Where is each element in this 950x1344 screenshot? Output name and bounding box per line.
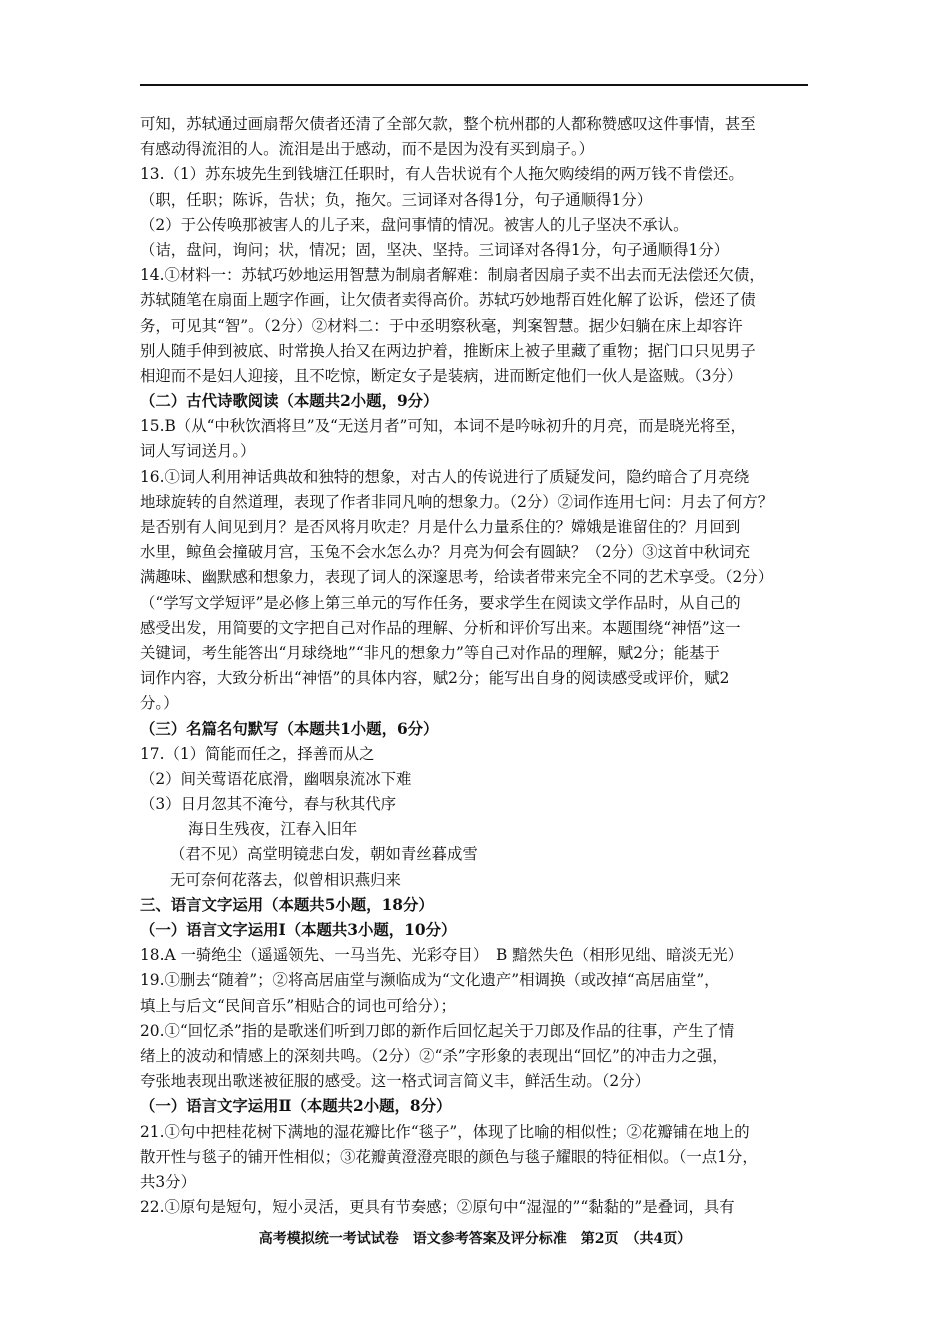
answer-text-line: 填上与后文“民间音乐”相贴合的词也可给分）； [140, 996, 456, 1015]
answer-text-line: 别人随手伸到被底、时常换人抬又在两边护着，推断床上被子里藏了重物；据门口只见男子 [140, 341, 756, 360]
answer-text-line: 散开性与毯子的铺开性相似；③花瓣黄澄澄亮眼的颜色与毯子耀眼的特征相似。（一点1分， [140, 1147, 758, 1166]
answer-text-line: 词人写词送月。） [140, 442, 256, 461]
answer-text-line: （2）间关莺语花底滑，幽咽泉流冰下难 [140, 769, 412, 788]
answer-text-line: 21.①句中把桂花树下满地的湿花瓣比作“毯子”，体现了比喻的相似性；②花瓣铺在地上的 [140, 1122, 750, 1141]
answer-text-line: （君不见）高堂明镜悲白发，朝如青丝暮成雪 [170, 845, 478, 864]
answer-text-line: 相迎而不是妇人迎接，且不吃惊，断定女子是装病，进而断定他们一伙人是盗贼。（3分） [140, 366, 743, 385]
answer-text-line: 15.B（从“中秋饮酒将旦”及“无送月者”可知，本词不是吟咏初升的月亮，而是晓光将至， [140, 417, 746, 436]
answer-text-line: 水里，鲸鱼会撞破月宫，玉兔不会水怎么办？月亮为何会有圆缺？（2分）③这首中秋词充 [140, 543, 751, 562]
answer-text-line: 无可奈何花落去，似曾相识燕归来 [170, 870, 401, 889]
answer-text-line: 有感动得流泪的人。流泪是出于感动，而不是因为没有买到扇子。） [140, 140, 595, 159]
answer-text-line: 16.①词人利用神话典故和独特的想象，对古人的传说进行了质疑发问，隐约暗合了月亮绕 [140, 467, 750, 486]
answer-text-line: 海日生残夜，江春入旧年 [188, 820, 358, 839]
answer-text-line: 地球旋转的自然道理，表现了作者非同凡响的想象力。（2分）②词作连用七问：月去了何方？ [140, 492, 774, 511]
answer-text-line: 词作内容，大致分析出“神悟”的具体内容，赋2分；能写出自身的阅读感受或评价，赋2 [140, 669, 730, 688]
answer-text-line: （诘，盘问，询问；状，情况；固，坚决、坚持。三词译对各得1分，句子通顺得1分） [140, 240, 730, 259]
answer-text-line: 19.①删去“随着”；②将高居庙堂与濒临成为“文化遗产”相调换（或改掉“高居庙堂”， [140, 971, 720, 990]
section-heading-line: （三）名篇名句默写（本题共1小题，6分） [140, 719, 439, 738]
answer-text-line: 是否别有人间见到月？是否风将月吹走？月是什么力量系住的？嫦娥是谁留住的？月回到 [140, 518, 741, 536]
section-heading-line: 三、语言文字运用（本题共5小题，18分） [140, 895, 434, 914]
answer-text-line: 18.A 一骑绝尘（遥遥领先、一马当先、光彩夺目） B 黯然失色（相形见绌、暗淡无光） [140, 946, 744, 965]
answer-text-line: 苏轼随笔在扇面上题字作画，让欠债者卖得高价。苏轼巧妙地帮百姓化解了讼诉，偿还了债 [140, 291, 756, 310]
answer-text-line: 感受出发，用简要的文字把自己对作品的理解、分析和评价写出来。本题围绕“神悟”这一 [140, 618, 741, 637]
answer-text-line: （职，任职；陈诉，告状；负，拖欠。三词译对各得1分，句子通顺得1分） [140, 190, 653, 209]
header-rule [140, 84, 808, 86]
answer-key-body [140, 112, 810, 1220]
answer-text-line: 13.（1）苏东坡先生到钱塘江任职时，有人告状说有个人拖欠购绫绢的两万钱不肯偿还。 [140, 165, 744, 184]
section-heading-line: （二）古代诗歌阅读（本题共2小题，9分） [140, 392, 439, 411]
answer-text-line: （2）于公传唤那被害人的儿子来，盘问事情的情况。被害人的儿子坚决不承认。 [140, 215, 689, 234]
answer-text-line: 分。） [140, 694, 179, 713]
section-heading-line: （一）语言文字运用Ⅱ（本题共2小题，8分） [140, 1097, 452, 1116]
answer-text-line: （3）日月忽其不淹兮，春与秋其代序 [140, 795, 397, 814]
answer-text-line: 共3分） [140, 1172, 196, 1191]
page-footer: 高考模拟统一考试试卷 语文参考答案及评分标准 第2页 （共4页） [258, 1231, 692, 1247]
answer-text-line: 22.①原句是短句，短小灵活，更具有节奏感；②原句中“湿湿的”“黏黏的”是叠词，具有 [140, 1198, 735, 1217]
answer-text-line: 17.（1）简能而任之，择善而从之 [140, 744, 375, 763]
answer-text-line: 满趣味、幽默感和想象力，表现了词人的深邃思考，给读者带来完全不同的艺术享受。（2分） [140, 568, 774, 587]
answer-text-line: 关键词，考生能答出“月球绕地”“非凡的想象力”等自己对作品的理解，赋2分；能基于 [140, 643, 720, 662]
answer-text-line: 20.①“回忆杀”指的是歌迷们听到刀郎的新作后回忆起关于刀郎及作品的往事，产生了情 [140, 1021, 735, 1040]
answer-text-line: 可知，苏轼通过画扇帮欠债者还清了全部欠款，整个杭州郡的人都称赞感叹这件事情，甚至 [140, 115, 756, 133]
answer-text-line: 绪上的波动和情感上的深刻共鸣。（2分）②“杀”字形象的表现出“回忆”的冲击力之强， [140, 1046, 728, 1065]
section-heading-line: （一）语言文字运用Ⅰ（本题共3小题，10分） [140, 921, 457, 939]
answer-text-line: 夸张地表现出歌迷被征服的感受。这一格式词言简义丰，鲜活生动。（2分） [140, 1072, 650, 1091]
answer-text-line: 务，可见其“智”。（2分）②材料二：于中丞明察秋毫，判案智慧。据少妇躺在床上却容许 [140, 316, 743, 335]
answer-text-line: （“学写文学短评”是必修上第三单元的写作任务，要求学生在阅读文学作品时，从自己的 [140, 593, 741, 612]
answer-text-line: 14.①材料一：苏轼巧妙地运用智慧为制扇者解难：制扇者因扇子卖不出去而无法偿还欠债， [140, 266, 765, 285]
